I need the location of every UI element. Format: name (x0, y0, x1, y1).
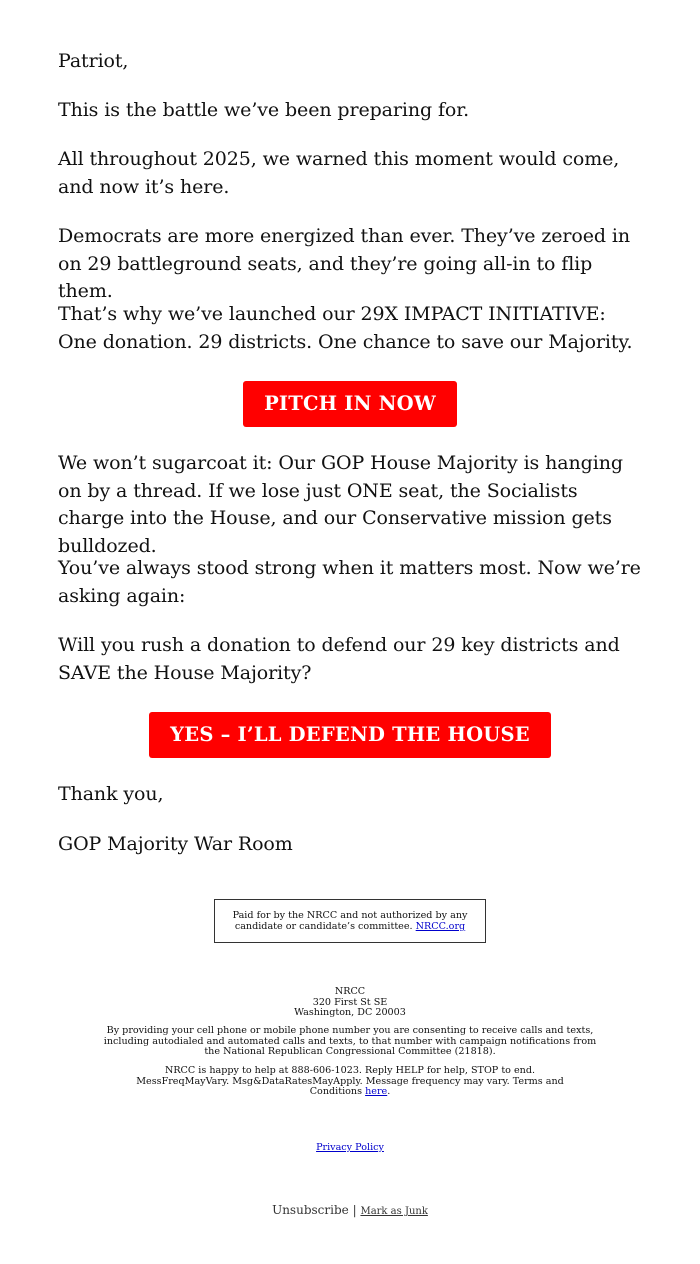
consent-text: By providing your cell phone or mobile phone number you are consenting to receive calls and texts, including autodialed and automated calls and texts, to that number with campaign notifications from the National Republican Congressional Committee (21818). (103, 1025, 597, 1057)
separator: | (352, 1203, 357, 1217)
mailing-address (0, 987, 700, 1019)
disclaimer-text: Paid for by the NRCC and not authorized by any candidate or candidate’s committee. (232, 910, 468, 932)
address-org: NRCC (334, 986, 366, 997)
greeting: Patriot, (58, 50, 129, 72)
signature: GOP Majority War Room (58, 833, 293, 855)
paragraph: We won’t sugarcoat it: Our GOP House Majority is hanging on by a thread. If we lose just ONE seat, the Socialists charge into the House, and our Conservative mission gets bulldozed. (58, 452, 623, 557)
pitch-in-now-button[interactable]: PITCH IN NOW (243, 381, 457, 427)
cta-primary-container (58, 381, 642, 427)
nrcc-link[interactable]: NRCC.org (415, 921, 466, 932)
privacy-policy-link[interactable]: Privacy Policy (316, 1142, 384, 1153)
closing: Thank you, (58, 783, 164, 805)
paragraph: You’ve always stood strong when it matters most. Now we’re asking again: (58, 557, 641, 607)
paragraph: Democrats are more energized than ever. They’ve zeroed in on 29 battleground seats, and they’re going all-in to flip them. (58, 225, 630, 302)
help-info: NRCC is happy to help at 888-606-1023. Reply HELP for help, STOP to end. MessFreqMayVary. Msg&DataRatesMayApply. Message frequency may vary. Terms and Conditions here. (136, 1065, 564, 1097)
mark-as-junk-link[interactable]: Mark as Junk (360, 1206, 428, 1217)
address-city: Washington, DC 20003 (294, 1007, 406, 1018)
paid-for-disclaimer (214, 899, 486, 943)
terms-link[interactable]: here (365, 1086, 388, 1097)
unsubscribe-link[interactable]: Unsubscribe (272, 1203, 349, 1217)
defend-the-house-button[interactable]: YES – I’LL DEFEND THE HOUSE (149, 712, 551, 758)
sms-consent (98, 1026, 602, 1058)
paragraph: Will you rush a donation to defend our 29 key districts and SAVE the House Majority? (58, 634, 620, 684)
unsubscribe-bar (0, 1203, 700, 1219)
help-text: NRCC is happy to help at 888-606-1023. Reply HELP for help, STOP to end. MessFreqMayVary. Msg&DataRatesMayApply. Message frequency may vary. Terms and Conditions (136, 1065, 564, 1097)
address-street: 320 First St SE (312, 996, 388, 1008)
paragraph: All throughout 2025, we warned this moment would come, and now it’s here. (58, 148, 620, 198)
privacy-policy-container (0, 1143, 700, 1154)
paragraph: That’s why we’ve launched our 29X IMPACT INITIATIVE: One donation. 29 districts. One chance to save our Majority. (58, 303, 633, 353)
cta-secondary-container (58, 712, 642, 758)
paragraph: This is the battle we’ve been preparing for. (58, 99, 470, 121)
